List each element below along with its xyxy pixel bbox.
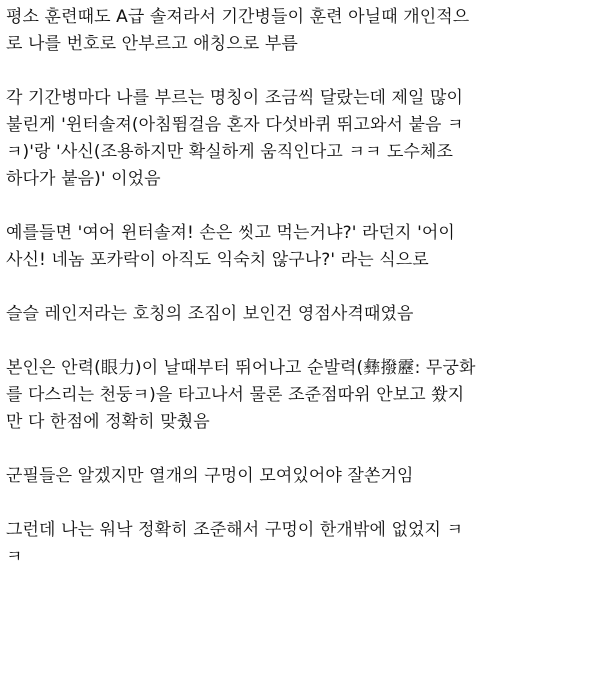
paragraph-5: [6, 355, 610, 436]
text-line: 예를들면 '여어 윈터솔져! 손은 씻고 먹는거냐?' 라던지 '어이: [6, 223, 455, 243]
paragraph-7: [6, 517, 610, 571]
text-line: 군필들은 알겠지만 열개의 구멍이 모여있어야 잘쏜거임: [6, 466, 414, 486]
text-line: 를 다스리는 천둥ㅋ)을 타고나서 물론 조준점따위 안보고 쐈지: [6, 385, 465, 405]
paragraph-4: [6, 301, 610, 328]
text-line: 불린게 '윈터솔져(아침뜀걸음 혼자 다섯바퀴 뛰고와서 붙음 ㅋ: [6, 115, 464, 135]
text-line: 슬슬 레인저라는 호칭의 조짐이 보인건 영점사격때였음: [6, 304, 414, 324]
text-line: 로 나를 번호로 안부르고 애칭으로 부름: [6, 34, 298, 54]
text-line: 하다가 붙음)' 이었음: [6, 169, 161, 189]
text-line: 그런데 나는 워낙 정확히 조준해서 구멍이 한개밖에 없었지 ㅋ: [6, 520, 464, 540]
paragraph-2: [6, 85, 610, 193]
text-line: 만 다 한점에 정확히 맞췄음: [6, 412, 210, 432]
paragraph-6: [6, 463, 610, 490]
text-line: 평소 훈련때도 A급 솔져라서 기간병들이 훈련 아닐때 개인적으: [6, 7, 470, 27]
text-line: 본인은 안력(眼力)이 날때부터 뛰어나고 순발력(彝撥靂: 무궁화: [6, 358, 476, 378]
text-line: 사신! 네놈 포카락이 아직도 익숙치 않구나?' 라는 식으로: [6, 250, 429, 270]
paragraph-1: [6, 4, 610, 58]
text-line: 각 기간병마다 나를 부르는 명칭이 조금씩 달랐는데 제일 많이: [6, 88, 464, 108]
paragraph-3: [6, 220, 610, 274]
text-line: ㅋ: [6, 547, 23, 567]
text-line: ㅋ)'랑 '사신(조용하지만 확실하게 움직인다고 ㅋㅋ 도수체조: [6, 142, 454, 162]
